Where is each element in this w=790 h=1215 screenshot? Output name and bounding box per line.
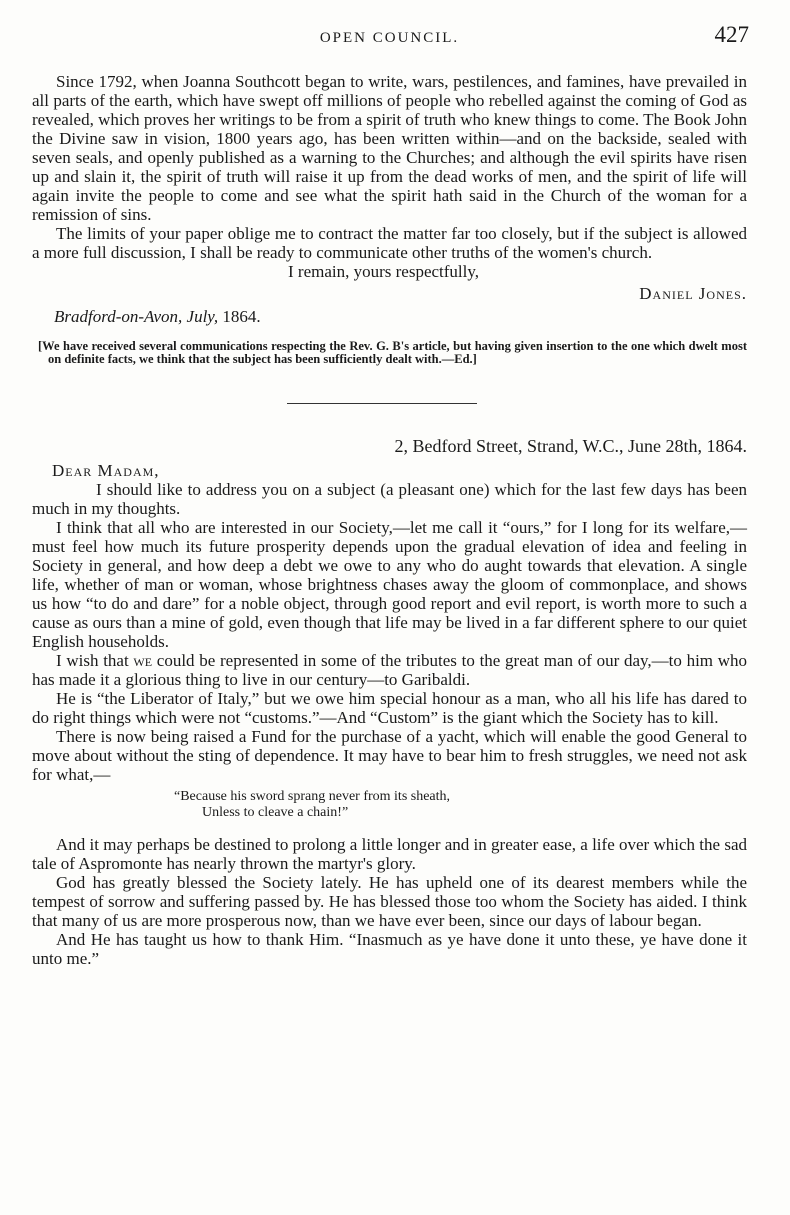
letter1-place-date [54,307,747,326]
letter1-closing: I remain, yours respectfully, [288,262,480,281]
letter2-paragraph-3 [32,651,747,689]
letter2-paragraph-6: And it may perhaps be destined to prolong a little longer and in greater ease, a life over which the sad tale of Aspromonte has nearly thrown the martyr's glory. [32,835,747,873]
letter1-paragraph-1: Since 1792, when Joanna Southcott began to write, wars, pestilences, and famines, have prevailed in all parts of the earth, which have swept off millions of people who rebelled against the coming of God as revealed, which proves her writings to be from a spirit of truth who knew things to come. The Book John the Divine saw in vision, 1800 years ago, has been written within—and on the backside, sealed with seven seals, and openly published as a warning to the Churches; and although the evil spirits have risen up and slain it, the spirit of truth will raise it up from the dead works of men, and the spirit of life will again invite the people to come and see what the spirit hath said in the Church of the woman for a remission of sins. [32,72,747,224]
editor-note: [We have received several communications respecting the Rev. G. B's article, but having given insertion to the one which dwelt most on definite facts, we think that the subject has been sufficiently dealt with.—Ed.] [38,339,747,366]
para3-we: we [133,651,153,670]
letter2-paragraph-4: He is “the Liberator of Italy,” but we owe him special honour as a man, who all his life has dared to do right things which were not “customs.”—And “Custom” is the giant which the Society has to kill. [32,689,747,727]
letter2-paragraph-7: God has greatly blessed the Society lately. He has upheld one of its dearest members while the tempest of sorrow and suffering passed by. He has blessed those too whom the Society has aided. I think that many of us are more prosperous now, than we have ever been, since our days of labour began. [32,873,747,930]
place-name: Bradford-on-Avon, July, [54,307,219,326]
page-number: 427 [714,22,749,47]
letter2-paragraph-2: I think that all who are interested in our Society,—let me call it “ours,” for I long for its welfare,—must feel how much its future prosperity depends upon the gradual elevation of idea and feeling in Society in general, and how deep a debt we owe to any who do aught towards that elevation. A single life, whether of man or woman, whose brightness chases away the gloom of commonplace, and shows us how “to do and dare” for a noble object, through good report and evil report, is worth more to such a cause as ours than a mine of gold, even though that life may be lived in a far different sphere to our quiet English households. [32,518,747,651]
page [32,18,747,968]
page-header [32,18,747,48]
letter2-paragraph-5: There is now being raised a Fund for the purchase of a yacht, which will enable the good General to move about without the sting of dependence. It may have to bear him to fresh struggles, we need not ask for what,— [32,727,747,784]
letter2-address: 2, Bedford Street, Strand, W.C., June 28th, 1864. [394,436,747,456]
letter1-signature: Daniel Jones. [639,284,747,303]
letter2-paragraph-8: And He has taught us how to thank Him. “Inasmuch as ye have done it unto these, ye have done it unto me.” [32,930,747,968]
running-head: OPEN COUNCIL. [319,30,460,46]
quote-line-1: “Because his sword sprang never from its sheath, [174,789,451,804]
letter1-paragraph-2: The limits of your paper oblige me to contract the matter far too closely, but if the subject is allowed a more full discussion, I shall be ready to communicate other truths of the women's church. [32,224,747,262]
verse-quote [174,789,747,821]
place-year: 1864. [222,307,261,326]
quote-line-2: Unless to cleave a chain!” [202,805,349,820]
para3-start: I wish that [56,651,129,670]
para3-end: could be represented in some of the tributes to the great man of our day,—to him who has made it a glorious thing to live in our century—to Garibaldi. [32,651,747,689]
letter2-paragraph-1: I should like to address you on a subject (a pleasant one) which for the last few days has been much in my thoughts. [32,480,747,518]
section-divider [287,403,477,404]
letter2-salutation: Dear Madam, [52,461,160,480]
